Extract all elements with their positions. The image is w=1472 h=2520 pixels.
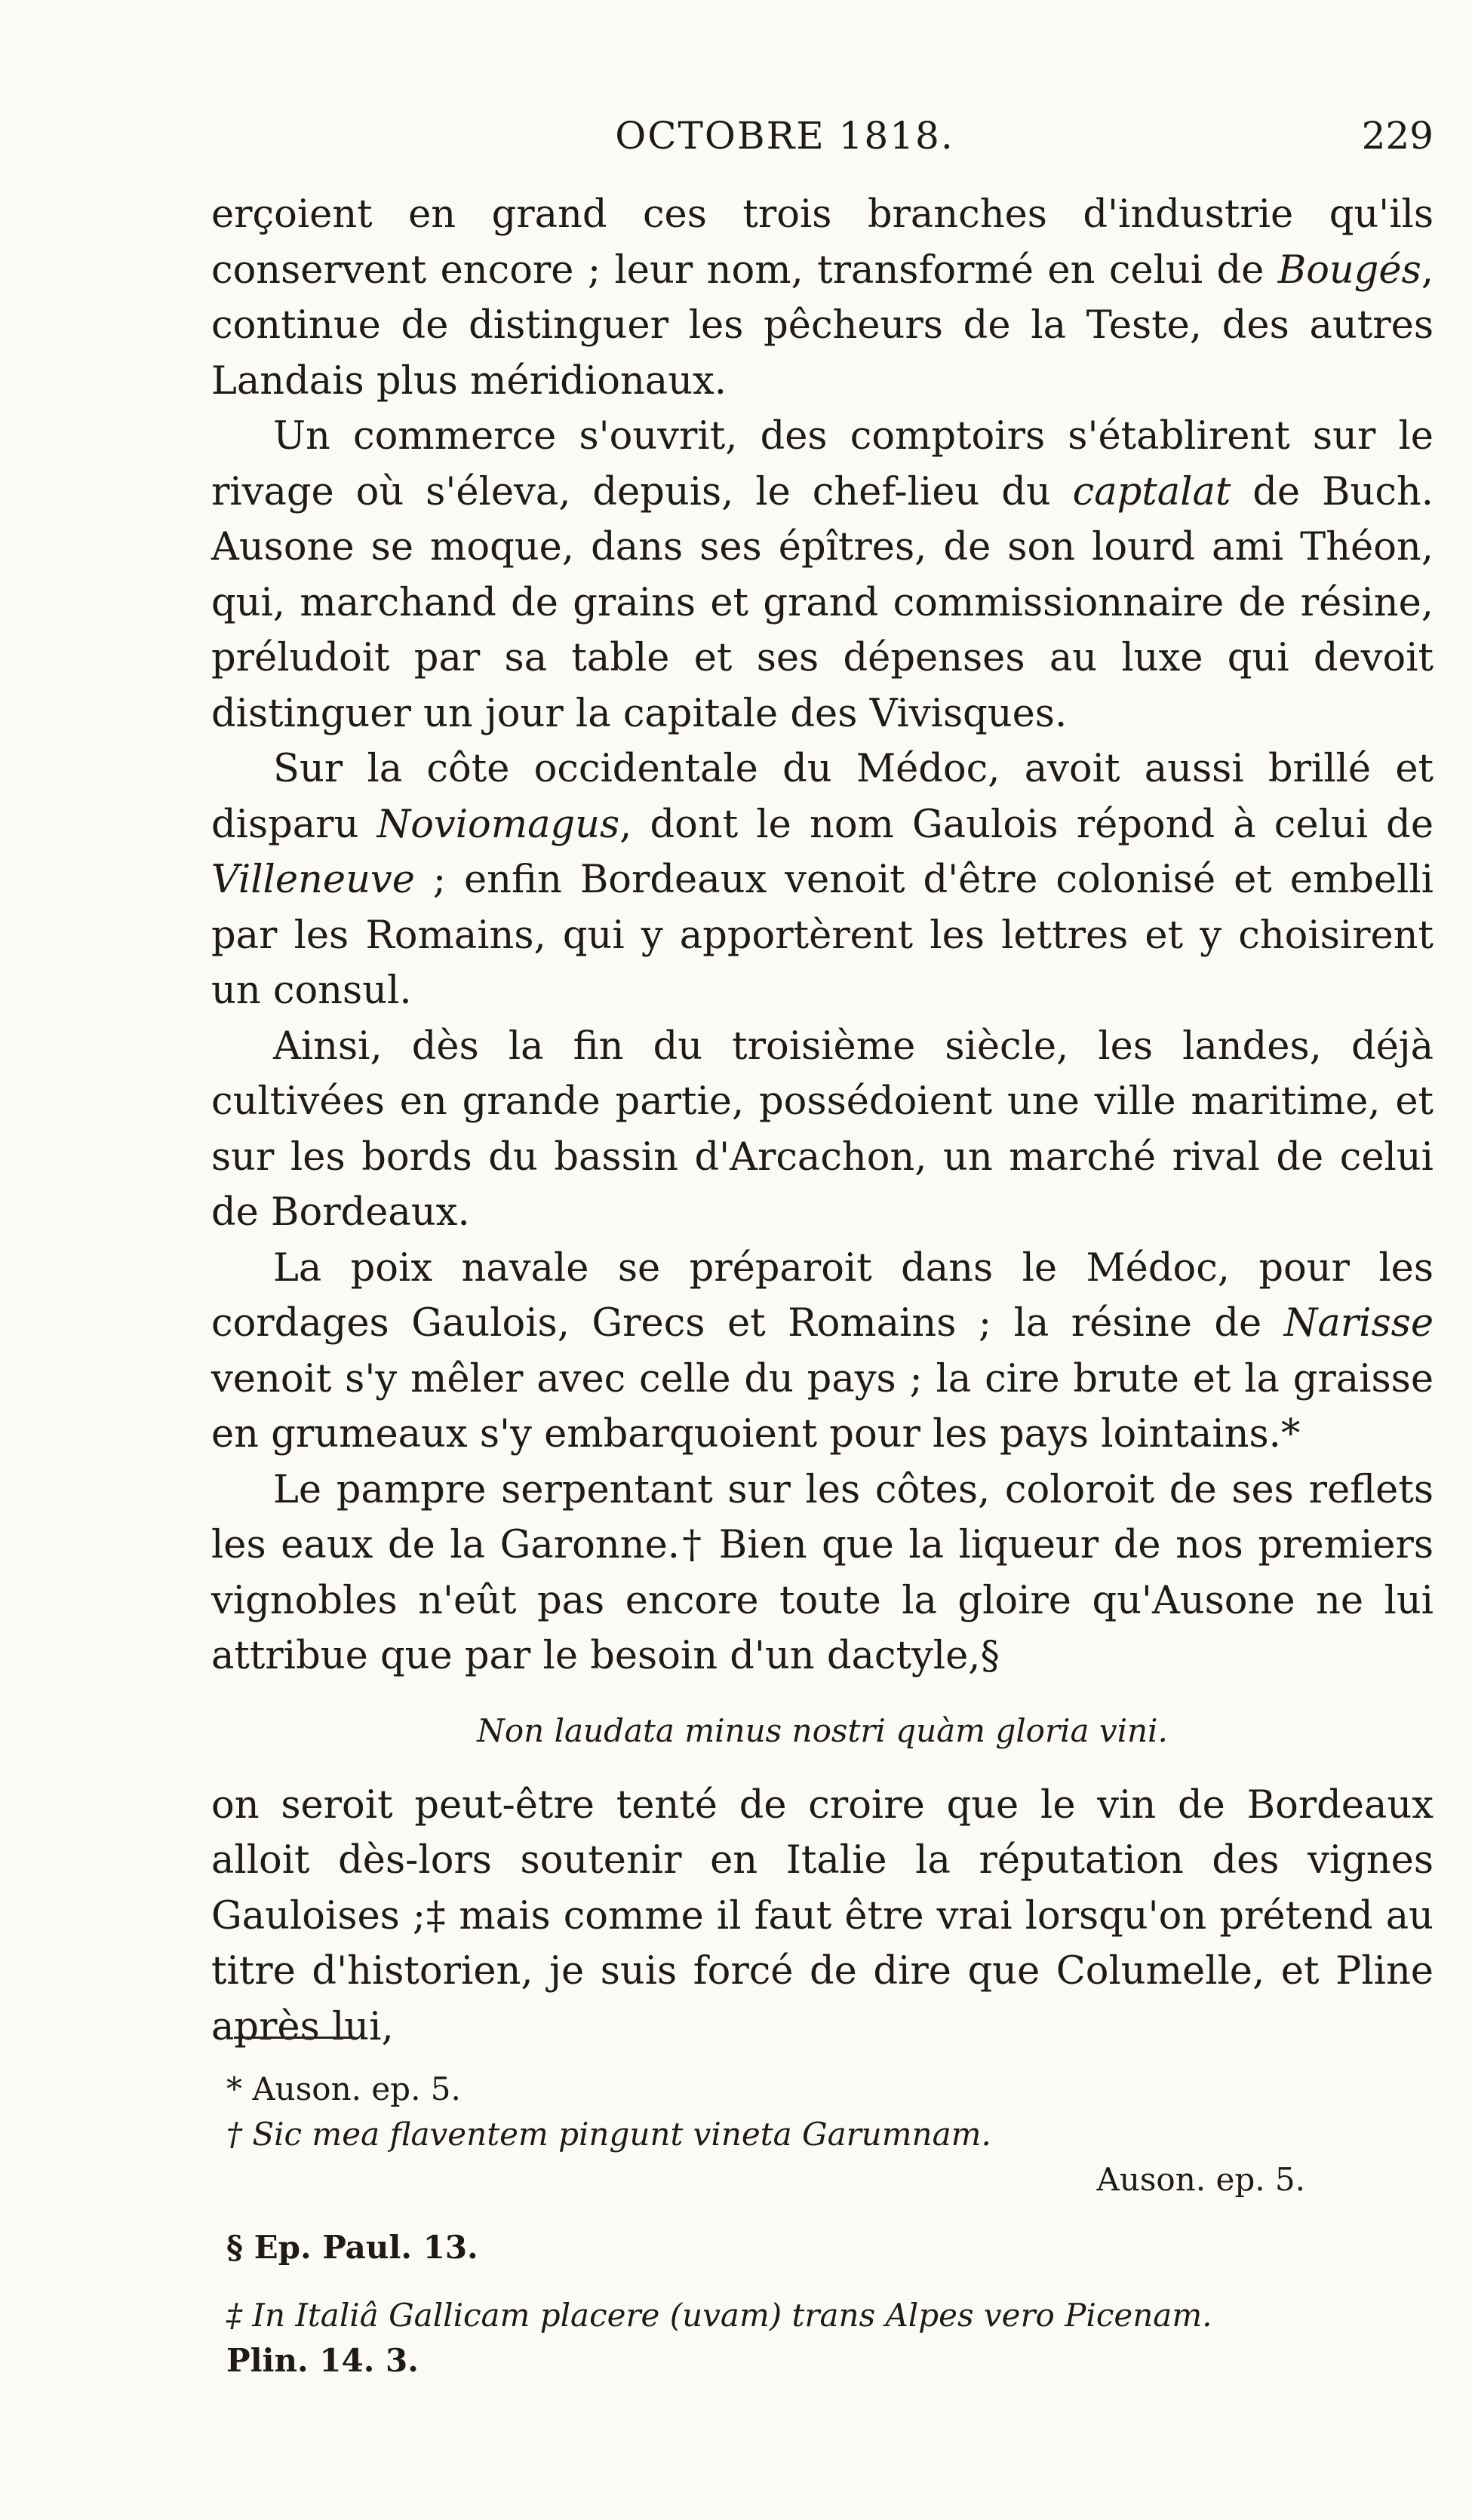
paragraph [211, 1241, 1434, 1463]
italic-term: Narisse [1283, 1301, 1434, 1346]
footnotes [226, 2067, 1434, 2383]
text-run: Sur la côte occidentale du Médoc, avoit aussi brillé et disparu [211, 747, 1434, 847]
paragraph [211, 741, 1434, 1019]
text-run: venoit s'y mêler avec celle du pays ; la cire brute et la graisse en grumeaux s'y embarquoient pour les pays lointains.* [211, 1356, 1434, 1456]
italic-term: Bougés [1277, 247, 1421, 293]
footnote [226, 2112, 1434, 2157]
paragraph [211, 409, 1434, 741]
text-run: La poix navale se préparoit dans le Médoc, pour les cordages Gaulois, Grecs et Romains ; la résine de [211, 1245, 1434, 1346]
text-run: erçoient en grand ces trois branches d'industrie qu'ils conservent encore ; leur nom, transformé en celui de [211, 192, 1434, 293]
footnote-text: § Ep. Paul. 13. [226, 2229, 478, 2266]
text-run: , continue de distinguer les pêcheurs de la Teste, des autres Landais plus méridionaux. [211, 247, 1434, 404]
paragraph: Le pampre serpentant sur les côtes, coloroit de ses reflets les eaux de la Garonne.† Bien que la liqueur de nos premiers vignobles n'eût pas encore toute la gloire qu'Ausone ne lui attribue que par le besoin d'un dactyle,§ [211, 1467, 1434, 1678]
footnote-quote: ‡ In Italiâ Gallicam placere (uvam) trans Alpes vero Picenam. [226, 2297, 1212, 2334]
text-run: ; enfin Bordeaux venoit d'être colonisé et embelli par les Romains, qui y apportèrent les lettres et y choisirent un consul. [211, 858, 1434, 1013]
running-head [0, 106, 1472, 166]
running-title: OCTOBRE 1818. [615, 114, 954, 158]
footnote-quote: † Sic mea flaventem pingunt vineta Garumnam. [226, 2116, 991, 2153]
footnote [226, 2293, 1434, 2338]
paragraph [211, 187, 1434, 409]
paragraph: Ainsi, dès la fin du troisième siècle, les landes, déjà cultivées en grande partie, possédoient une ville maritime, et sur les bords du bassin d'Arcachon, un marché rival de celui de Bordeaux. [211, 1024, 1434, 1235]
footnote-citation [226, 2338, 1434, 2383]
footnote-rule [234, 2037, 355, 2039]
text-run: Un commerce s'ouvrit, des comptoirs s'établirent sur le rivage où s'éleva, depuis, le chef-lieu du [211, 414, 1434, 514]
footnote [226, 2225, 1434, 2270]
text-run: de Buch. Ausone se moque, dans ses épîtres, de son lourd ami Théon, qui, marchand de grains et grand commissionnaire de résine, préludoit par sa table et ses dépenses au luxe qui devoit distinguer un jour la capitale des Vivisques. [211, 469, 1434, 736]
paragraph: on seroit peut-être tenté de croire que le vin de Bordeaux alloit dès-lors soutenir en Italie la réputation des vignes Gauloises ;‡ mais comme il faut être vrai lorsqu'on prétend au titre d'historien, je suis forcé de dire que Columelle, et Pline après lui, [211, 1782, 1434, 2049]
text-run: , dont le nom Gaulois répond à celui de [619, 802, 1434, 847]
latin-quotation: Non laudata minus nostri quàm gloria vini. [477, 1711, 1168, 1749]
footnote-text: Plin. 14. 3. [226, 2342, 419, 2379]
italic-term: captalat [1072, 469, 1231, 514]
body-text [211, 187, 1434, 2055]
italic-term: Villeneuve [211, 858, 415, 902]
page-number: 229 [1361, 114, 1434, 158]
italic-term: Noviomagus [376, 802, 620, 847]
footnote: * Auson. ep. 5. [226, 2070, 461, 2107]
footnote-citation: Auson. ep. 5. [1096, 2161, 1305, 2198]
